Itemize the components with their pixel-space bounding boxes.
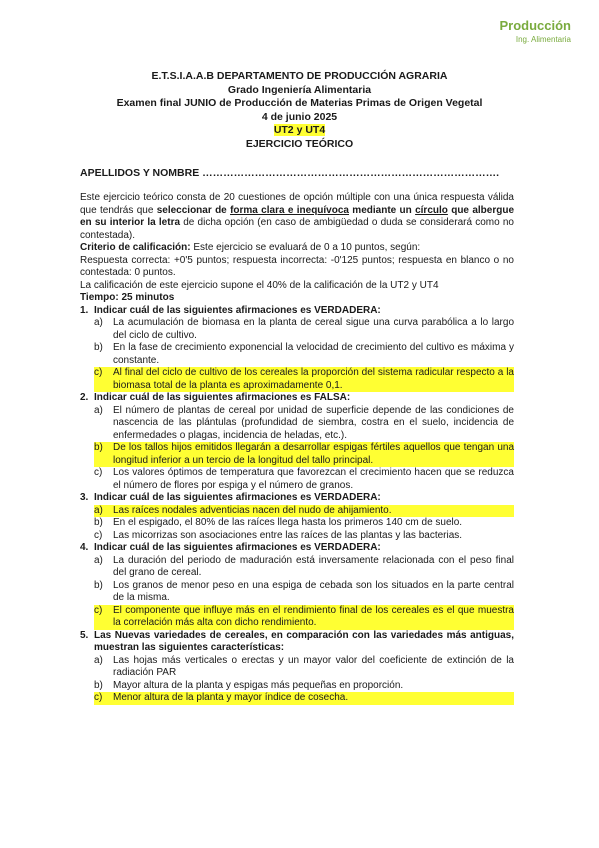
question-list [80, 305, 514, 705]
option-3-c[interactable] [94, 530, 514, 543]
question-text: Indicar cuál de las siguientes afirmaciones es VERDADERA: [94, 542, 381, 553]
question-number: 1. [80, 304, 89, 316]
brand-subtitle: Ing. Alimentaria [515, 35, 571, 44]
option-text: El componente que influye más en el rendimiento final de los cereales es el que muestra la correlación más alta con dicho rendimiento. [113, 604, 514, 628]
option-letter: a) [94, 317, 103, 328]
question-title [80, 492, 514, 505]
option-1-b[interactable] [94, 342, 514, 367]
option-4-c[interactable] [94, 605, 514, 630]
option-letter: b) [94, 517, 103, 528]
option-text: Las micorrizas son asociaciones entre las raíces de las plantas y las bacterias. [113, 529, 463, 541]
option-letter: c) [94, 367, 113, 392]
header-department: E.T.S.I.A.A.B DEPARTAMENTO DE PRODUCCIÓN AGRARIA [151, 70, 448, 82]
option-3-b[interactable] [94, 517, 514, 530]
question-text: Indicar cuál de las siguientes afirmaciones es VERDADERA: [94, 304, 381, 316]
option-text: Las raíces nodales adventicias nacen del nudo de ahijamiento. [113, 505, 514, 518]
option-4-b[interactable] [94, 580, 514, 605]
question-4 [80, 542, 514, 630]
header-exercise: EJERCICIO TEÓRICO [245, 137, 354, 150]
option-letter: b) [94, 342, 103, 353]
instructions-paragraph [80, 192, 514, 242]
instr-text-f: que albergue en su interior la letra [80, 204, 515, 228]
instr-text-c: forma clara e inequívoca [230, 204, 349, 216]
option-letter: b) [94, 679, 103, 691]
option-text: La duración del periodo de maduración está inversamente relacionada con el peso final del grano de cereal. [113, 554, 514, 578]
option-2-c[interactable] [94, 467, 514, 492]
weight-note: La calificación de este ejercicio supone el 40% de la calificación de la UT2 y UT4 [80, 279, 439, 291]
option-1-c[interactable] [94, 367, 514, 392]
option-letter: a) [94, 554, 103, 566]
criteria-line [80, 242, 514, 255]
option-text: Al final del ciclo de cultivo de los cereales la proporción del sistema radicular respecto a la biomasa total de la planta es aproximadamente 0,1. [113, 367, 514, 391]
option-2-a[interactable] [94, 405, 514, 443]
option-5-a[interactable] [94, 655, 514, 680]
question-2 [80, 392, 514, 492]
question-number: 5. [80, 629, 89, 641]
question-title [80, 630, 514, 655]
option-text: En el espigado, el 80% de las raíces llega hasta los primeros 140 cm de suelo. [113, 517, 463, 528]
header-units: UT2 y UT4 [273, 124, 326, 136]
criteria-text: Este ejercicio se evaluará de 0 a 10 puntos, según: [190, 242, 421, 253]
exam-content [80, 192, 514, 705]
question-1 [80, 305, 514, 393]
question-number: 3. [80, 492, 89, 503]
brand-title: Producción [499, 18, 571, 33]
instr-text-e: círculo [415, 204, 448, 216]
brand-logo [499, 18, 571, 45]
option-3-a[interactable] [94, 505, 514, 518]
option-text: Menor altura de la planta y mayor índice de cosecha. [113, 692, 514, 705]
option-letter: c) [94, 467, 103, 478]
option-text: La acumulación de biomasa en la planta de cereal sigue una curva parabólica a lo largo del ciclo de cultivo. [113, 317, 514, 341]
question-5 [80, 630, 514, 705]
option-4-a[interactable] [94, 555, 514, 580]
option-5-c[interactable] [94, 692, 514, 705]
question-title [80, 305, 514, 318]
option-letter: c) [94, 529, 103, 541]
option-letter: a) [94, 654, 103, 666]
scoring-rules: Respuesta correcta: +0'5 puntos; respuesta incorrecta: -0'125 puntos; respuesta en blanco o no contestada: 0 puntos. [80, 254, 514, 278]
option-text: De los tallos hijos emitidos llegarán a desarrollar espigas fértiles aquellos que tengan una longitud inferior a un tercio de la longitud del tallo principal. [113, 442, 514, 466]
instr-text-g: de dicha opción (en caso de ambigüedad o duda se considerará como no contestada). [80, 217, 514, 241]
instr-text-d: mediante un [348, 204, 416, 216]
option-text: Mayor altura de la planta y espigas más pequeñas en proporción. [113, 679, 404, 691]
option-1-a[interactable] [94, 317, 514, 342]
question-text: Las Nuevas variedades de cereales, en comparación con las variedades más antiguas, muestran las siguientes características: [94, 629, 514, 653]
option-letter: b) [94, 442, 113, 467]
instr-text-a: Este ejercicio teórico consta de 20 cuestiones de opción múltiple con una única respuesta válida que tendrás que [80, 192, 514, 216]
option-letter: c) [94, 605, 113, 630]
option-text: Los valores óptimos de temperatura que favorezcan el crecimiento hacen que se reduzca el número de flores por espiga y el número de granos. [113, 467, 514, 491]
criteria-label: Criterio de calificación: [80, 242, 191, 253]
document-header [0, 70, 599, 151]
option-letter: b) [94, 579, 103, 591]
question-title [80, 392, 514, 405]
question-title [80, 542, 514, 555]
option-letter: a) [94, 404, 103, 416]
question-number: 4. [80, 542, 89, 553]
option-text: Los granos de menor peso en una espiga de cebada son los situados en la parte central de la misma. [113, 579, 514, 603]
question-number: 2. [80, 392, 89, 403]
option-text: Las hojas más verticales o erectas y un mayor valor del coeficiente de extinción de la radiación PAR [113, 654, 514, 678]
option-letter: a) [94, 505, 113, 518]
header-degree: Grado Ingeniería Alimentaria [227, 83, 372, 96]
option-text: En la fase de crecimiento exponencial la velocidad de crecimiento del cultivo es máxima y constante. [113, 342, 514, 366]
student-name-line: APELLIDOS Y NOMBRE …………………………………………………………………………. [80, 167, 500, 179]
option-letter: c) [94, 692, 113, 705]
header-date: 4 de junio 2025 [261, 110, 338, 123]
instr-text-b: seleccionar de [156, 204, 231, 216]
option-text: El número de plantas de cereal por unidad de superficie depende de las condiciones de nascencia de las plántulas (profundidad de siembra, costra en el suelo, incidencia de enfermedades o plagas, incidencia de heladas, etc.). [113, 404, 514, 441]
question-text: Indicar cuál de las siguientes afirmaciones es VERDADERA: [94, 492, 381, 503]
question-text: Indicar cuál de las siguientes afirmaciones es FALSA: [94, 392, 351, 403]
header-exam: Examen final JUNIO de Producción de Materias Primas de Origen Vegetal [116, 97, 483, 109]
option-2-b[interactable] [94, 442, 514, 467]
time-limit: Tiempo: 25 minutos [80, 292, 175, 303]
question-3 [80, 492, 514, 542]
option-5-b[interactable] [94, 680, 514, 693]
